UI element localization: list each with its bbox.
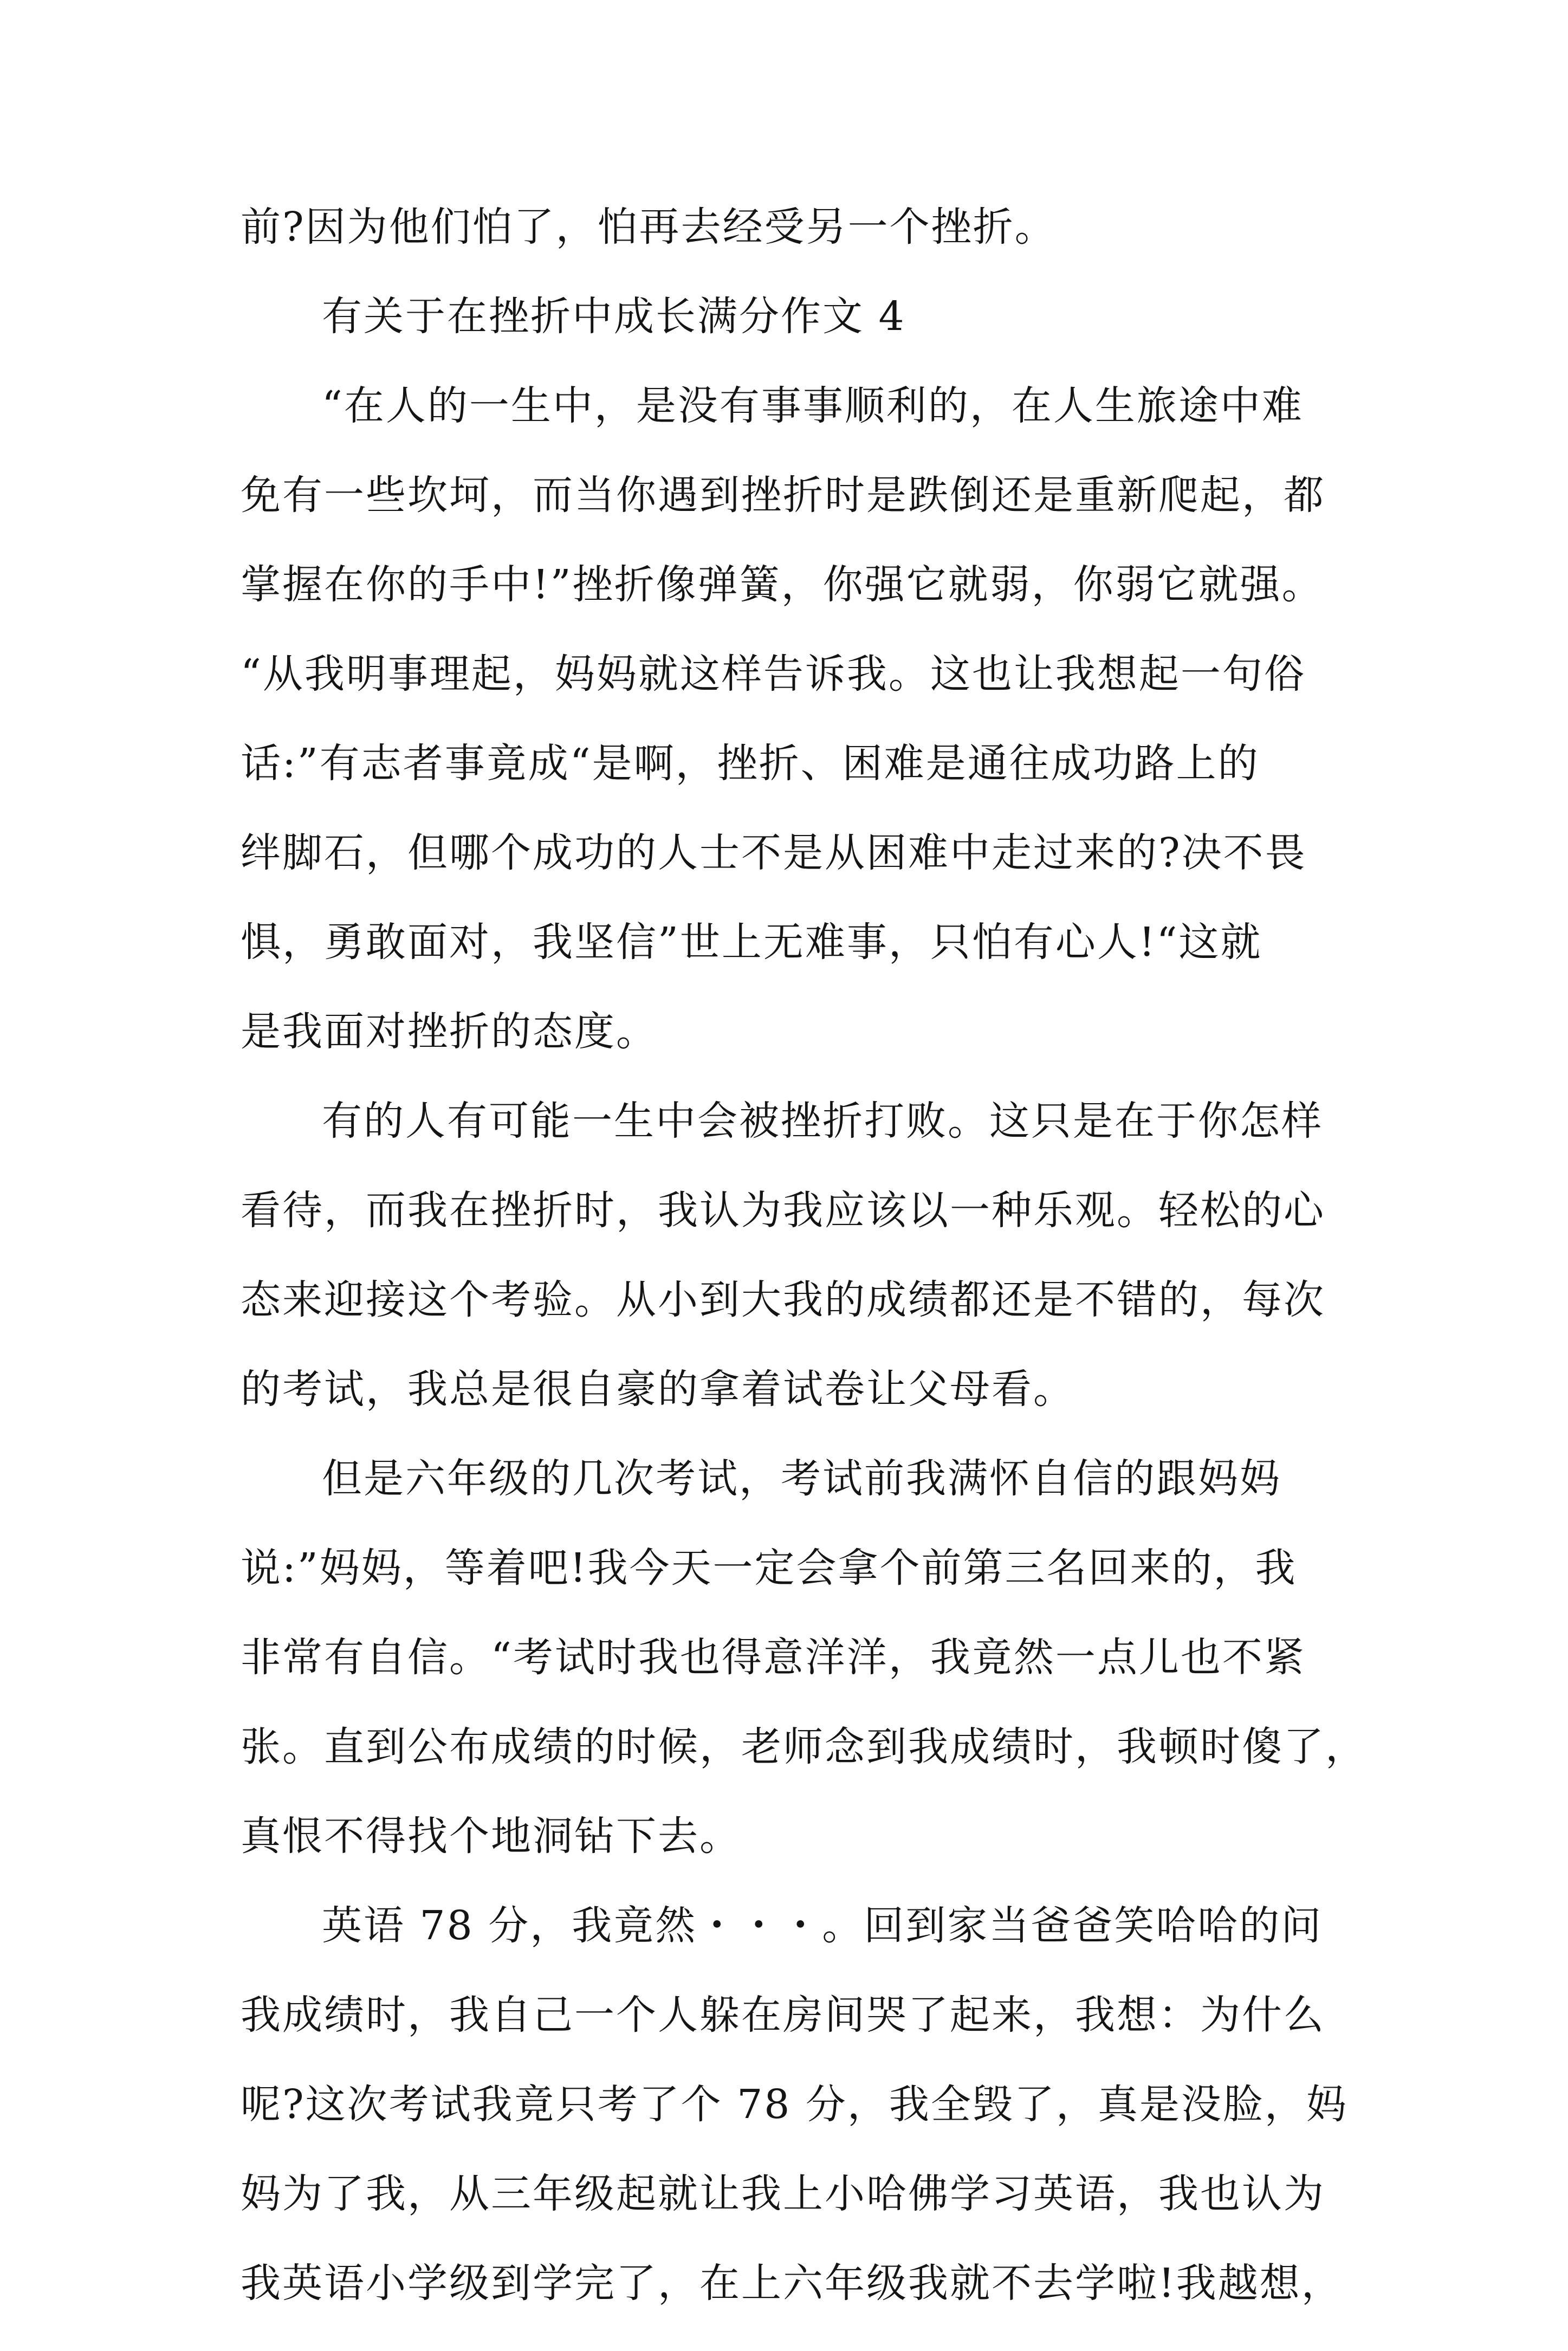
text-line: 但是六年级的几次考试，考试前我满怀自信的跟妈妈 <box>322 1455 1281 1502</box>
text-line: 惧，勇敢面对，我坚信”世上无难事，只怕有心人!“这就 <box>241 919 1262 966</box>
text-line: 有关于在挫折中成长满分作文 4 <box>322 293 906 340</box>
text-line: “在人的一生中，是没有事事顺利的，在人生旅途中难 <box>322 383 1304 429</box>
text-line: 绊脚石，但哪个成功的人士不是从困难中走过来的?决不畏 <box>241 830 1307 876</box>
text-line: 话:”有志者事竟成“是啊，挫折、困难是通往成功路上的 <box>241 740 1260 787</box>
text-line: 掌握在你的手中!”挫折像弹簧，你强它就弱，你弱它就强。 <box>241 561 1324 608</box>
text-line: 前?因为他们怕了，怕再去经受另一个挫折。 <box>241 204 1057 250</box>
text-line: 看待，而我在挫折时，我认为我应该以一种乐观。轻松的心 <box>241 1187 1325 1234</box>
text-line: 态来迎接这个考验。从小到大我的成绩都还是不错的，每次 <box>241 1277 1325 1323</box>
text-line: 我英语小学级到学完了，在上六年级我就不去学啦!我越想， <box>241 2260 1343 2307</box>
text-line: 说:”妈妈，等着吧!我今天一定会拿个前第三名回来的，我 <box>241 1545 1297 1591</box>
text-line: 我成绩时，我自己一个人躲在房间哭了起来，我想：为什么 <box>241 1992 1325 2038</box>
text-line: 有的人有可能一生中会被挫折打败。这只是在于你怎样 <box>322 1098 1323 1144</box>
text-line: 是我面对挫折的态度。 <box>241 1008 658 1055</box>
text-line: 英语 78 分，我竟然・・・。回到家当爸爸笑哈哈的问 <box>322 1902 1323 1949</box>
text-line: 非常有自信。“考试时我也得意洋洋，我竟然一点儿也不紧 <box>241 1634 1306 1681</box>
document-body <box>241 205 1411 2351</box>
text-line: 免有一些坎坷，而当你遇到挫折时是跌倒还是重新爬起，都 <box>241 472 1325 519</box>
text-line: 呢?这次考试我竟只考了个 78 分，我全毁了，真是没脸，妈 <box>241 2081 1348 2128</box>
text-line: 妈为了我，从三年级起就让我上小哈佛学习英语，我也认为 <box>241 2171 1325 2217</box>
text-line: “从我明事理起，妈妈就这样告诉我。这也让我想起一句俗 <box>241 651 1306 697</box>
text-line: 张。直到公布成绩的时候，老师念到我成绩时，我顿时傻了， <box>241 1724 1367 1770</box>
text-line: 的考试，我总是很自豪的拿着试卷让父母看。 <box>241 1366 1075 1413</box>
text-line: 真恨不得找个地洞钻下去。 <box>241 1813 741 1860</box>
